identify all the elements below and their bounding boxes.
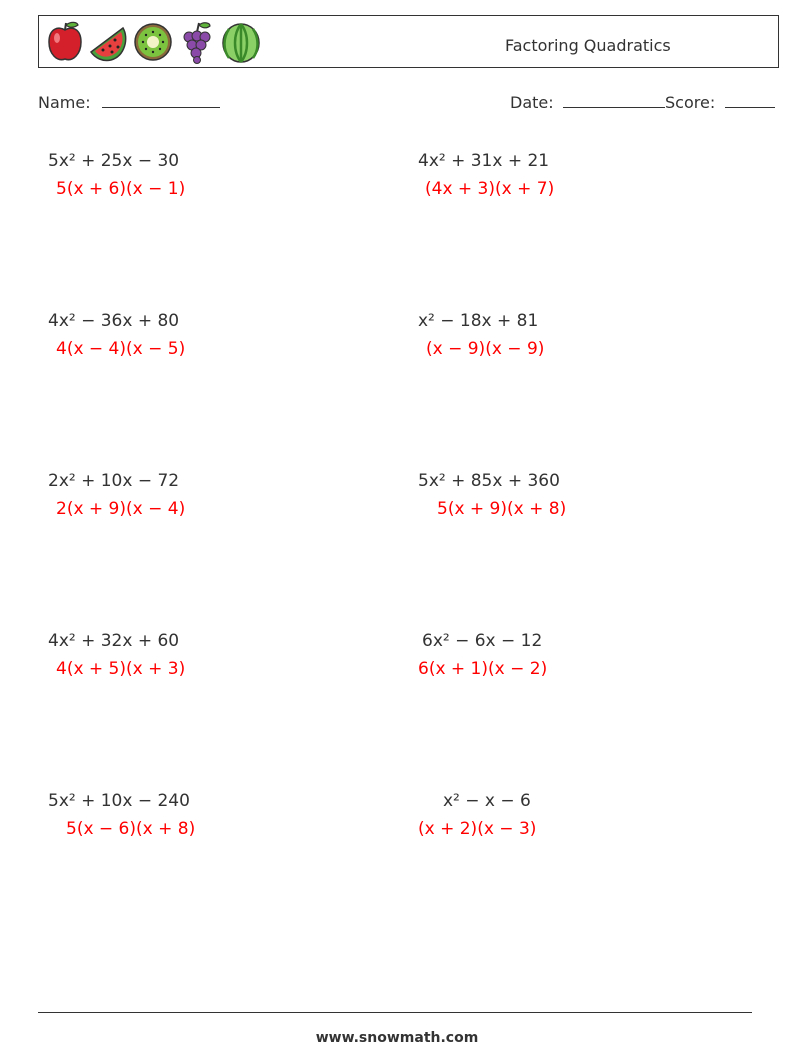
problem-question: 2x² + 10x − 72	[48, 471, 180, 491]
apple-icon	[45, 20, 85, 64]
problem-answer: 6(x + 1)(x − 2)	[418, 659, 548, 679]
problem-answer: (4x + 3)(x + 7)	[425, 179, 555, 199]
name-label: Name:	[38, 93, 91, 112]
score-field	[665, 93, 775, 112]
problem-answer: 5(x − 6)(x + 8)	[66, 819, 196, 839]
worksheet-title: Factoring Quadratics	[505, 36, 671, 55]
date-label: Date:	[510, 93, 554, 112]
footer-divider	[38, 1012, 752, 1013]
problem-answer: 2(x + 9)(x − 4)	[56, 499, 186, 519]
problem-5	[48, 471, 185, 519]
footer-website[interactable]: www.snowmath.com	[315, 1030, 479, 1046]
problem-1	[48, 151, 185, 199]
fruit-icons	[45, 20, 261, 64]
problem-answer: 5(x + 6)(x − 1)	[56, 179, 186, 199]
problem-question: 6x² − 6x − 12	[422, 631, 543, 651]
problem-10	[418, 791, 536, 839]
watermelon-icon	[221, 20, 261, 64]
problem-3	[48, 311, 185, 359]
problem-answer: (x + 2)(x − 3)	[418, 819, 537, 839]
problem-question: x² − 18x + 81	[418, 311, 539, 331]
problem-answer: 4(x + 5)(x + 3)	[56, 659, 186, 679]
problem-answer: 4(x − 4)(x − 5)	[56, 339, 186, 359]
problem-8	[418, 631, 548, 679]
score-label: Score:	[665, 93, 716, 112]
watermelon-slice-icon	[89, 20, 129, 64]
problem-question: 4x² + 32x + 60	[48, 631, 180, 651]
kiwi-icon	[133, 20, 173, 64]
date-field	[510, 93, 665, 112]
problem-answer: (x − 9)(x − 9)	[426, 339, 545, 359]
problem-question: 4x² − 36x + 80	[48, 311, 180, 331]
problem-answer: 5(x + 9)(x + 8)	[437, 499, 567, 519]
problem-6	[418, 471, 566, 519]
problem-question: x² − x − 6	[443, 791, 531, 811]
problem-question: 5x² + 25x − 30	[48, 151, 180, 171]
problem-7	[48, 631, 185, 679]
problem-question: 5x² + 10x − 240	[48, 791, 190, 811]
problem-4	[418, 311, 544, 359]
worksheet-header	[38, 15, 779, 68]
problem-question: 5x² + 85x + 360	[418, 471, 560, 491]
name-field	[38, 93, 220, 112]
grapes-icon	[177, 20, 217, 64]
problem-9	[48, 791, 195, 839]
score-blank-line[interactable]	[725, 93, 775, 108]
problem-2	[418, 151, 554, 199]
problem-question: 4x² + 31x + 21	[418, 151, 550, 171]
name-blank-line[interactable]	[102, 93, 220, 108]
date-blank-line[interactable]	[563, 93, 665, 108]
